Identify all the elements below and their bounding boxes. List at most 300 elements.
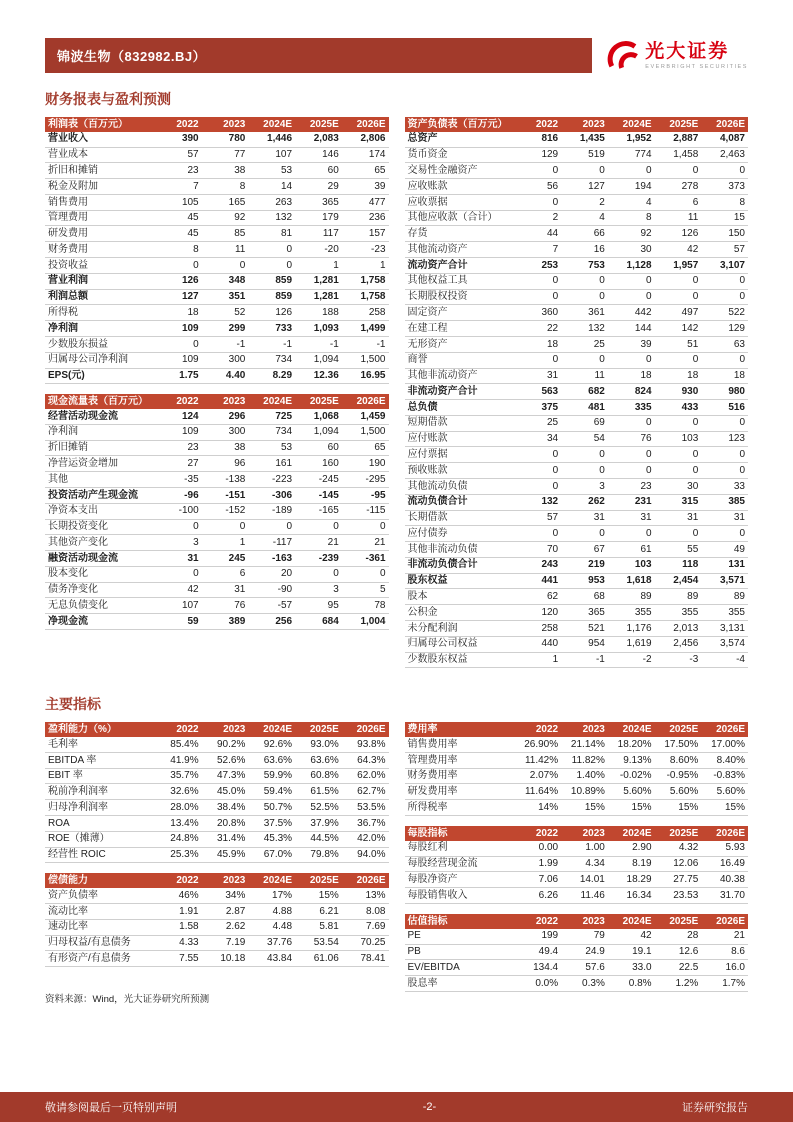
footer-disclaimer: 敬请参阅最后一页特别声明 bbox=[45, 1102, 177, 1114]
cell-value: 1,499 bbox=[360, 322, 386, 334]
row-label: 所得税率 bbox=[407, 801, 448, 813]
cell-value: 15% bbox=[318, 889, 339, 901]
column-header: 2026E bbox=[701, 722, 748, 737]
cell-value: 953 bbox=[588, 575, 605, 587]
cell-value: 37.76 bbox=[267, 937, 293, 949]
table-title: 盈利能力（%） bbox=[45, 722, 155, 737]
cell-value: 433 bbox=[681, 401, 699, 413]
cell-value: 1 bbox=[333, 259, 339, 271]
table-title: 现金流量表（百万元） bbox=[45, 394, 155, 409]
cell-value: 161 bbox=[275, 458, 293, 469]
cell-value: 0 bbox=[193, 338, 199, 350]
column-header: 2023 bbox=[202, 873, 249, 888]
row-label: 总资产 bbox=[407, 133, 438, 145]
cell-value: 89 bbox=[687, 591, 699, 603]
cell-value: 300 bbox=[228, 426, 246, 438]
cell-value: 53 bbox=[280, 164, 293, 176]
row-label: 归属母公司净利润 bbox=[48, 354, 128, 366]
cell-value: 23.53 bbox=[673, 889, 699, 901]
cell-value: 4.88 bbox=[272, 905, 293, 917]
cell-value: 780 bbox=[228, 133, 246, 145]
row-label: PB bbox=[407, 946, 421, 958]
cell-value: 13.4% bbox=[170, 817, 199, 829]
row-label: 少数股东损益 bbox=[48, 338, 108, 350]
cell-value: 24.9 bbox=[585, 946, 605, 958]
cell-value: 52.5% bbox=[310, 801, 339, 813]
row-label: 应付账款 bbox=[407, 433, 448, 445]
cell-value: 15% bbox=[631, 801, 652, 813]
cell-value: 8.29 bbox=[272, 370, 293, 382]
row-label: 利润总额 bbox=[48, 291, 88, 303]
cell-value: 14.01 bbox=[579, 873, 605, 885]
cell-value: -1 bbox=[376, 338, 386, 350]
cell-value: 40.38 bbox=[719, 873, 745, 885]
cell-value: 31 bbox=[187, 552, 199, 564]
cell-value: 442 bbox=[634, 306, 652, 318]
table-row bbox=[405, 526, 749, 542]
table-row bbox=[405, 147, 749, 163]
cell-value: 9.13% bbox=[623, 754, 652, 766]
table-row bbox=[405, 289, 749, 305]
table-row bbox=[405, 352, 749, 368]
cell-value: -117 bbox=[272, 536, 293, 548]
cell-value: 8.6 bbox=[731, 946, 745, 958]
cell-value: 0 bbox=[552, 480, 559, 492]
per-share-table bbox=[405, 826, 749, 904]
cell-value: 53 bbox=[280, 442, 293, 454]
cell-value: 92 bbox=[234, 212, 246, 224]
row-label: 经营性 ROIC bbox=[48, 849, 106, 861]
cell-value: 390 bbox=[181, 133, 199, 145]
cell-value: 258 bbox=[368, 306, 386, 318]
table-row bbox=[405, 478, 749, 494]
cell-value: 0.00 bbox=[538, 842, 559, 854]
row-label: 每股销售收入 bbox=[407, 889, 468, 901]
cell-value: 1,128 bbox=[626, 259, 652, 271]
cell-value: 1,458 bbox=[673, 149, 699, 161]
cell-value: 34% bbox=[225, 889, 246, 901]
cell-value: 21 bbox=[374, 536, 386, 548]
cell-value: 54 bbox=[593, 433, 605, 445]
cell-value: 440 bbox=[541, 638, 559, 650]
row-label: 销售费用 bbox=[48, 196, 88, 208]
cell-value: 231 bbox=[634, 496, 652, 508]
cell-value: 3 bbox=[333, 584, 339, 596]
cell-value: 33.0 bbox=[632, 961, 652, 973]
stock-title-bar bbox=[45, 38, 592, 73]
cell-value: 92.6% bbox=[263, 738, 293, 750]
cell-value: 123 bbox=[728, 433, 745, 445]
cell-value: 0 bbox=[552, 464, 559, 476]
table-row bbox=[405, 210, 749, 226]
section-title-indicators: 主要指标 bbox=[45, 696, 101, 713]
table-row bbox=[405, 589, 749, 605]
row-label: 股本 bbox=[407, 591, 428, 603]
cell-value: 481 bbox=[588, 401, 605, 413]
cell-value: 57 bbox=[733, 243, 745, 255]
table-header-row bbox=[405, 722, 749, 737]
cell-value: -100 bbox=[178, 505, 199, 517]
row-label: EPS(元) bbox=[48, 370, 85, 382]
cell-value: 1.40% bbox=[576, 770, 605, 782]
cell-value: 28 bbox=[687, 930, 699, 942]
cell-value: 199 bbox=[541, 930, 559, 942]
cell-value: 859 bbox=[275, 275, 293, 287]
table-header-row bbox=[405, 826, 749, 841]
cell-value: 33 bbox=[733, 480, 745, 492]
cell-value: 10.89% bbox=[570, 786, 605, 798]
cell-value: 63.6% bbox=[310, 754, 339, 766]
cell-value: 0 bbox=[599, 354, 605, 366]
column-header: 2025E bbox=[295, 873, 342, 888]
cell-value: 0 bbox=[646, 527, 652, 539]
cell-value: 0 bbox=[646, 291, 652, 303]
cell-value: 262 bbox=[588, 496, 605, 508]
cell-value: 70.25 bbox=[360, 937, 386, 949]
cell-value: 23 bbox=[187, 164, 199, 176]
table-row bbox=[405, 872, 749, 888]
cell-value: 8.40% bbox=[716, 754, 745, 766]
cell-value: 1.91 bbox=[179, 905, 199, 917]
cell-value: 516 bbox=[728, 401, 745, 413]
table-row bbox=[45, 194, 389, 210]
cell-value: -189 bbox=[272, 505, 293, 517]
table-row bbox=[45, 903, 389, 919]
table-row bbox=[405, 415, 749, 431]
cell-value: 0 bbox=[646, 464, 652, 476]
cell-value: 17.50% bbox=[664, 738, 699, 750]
cell-value: 57 bbox=[187, 149, 199, 161]
cell-value: 1,176 bbox=[626, 622, 652, 634]
cell-value: 1,094 bbox=[313, 354, 339, 366]
cell-value: 59.9% bbox=[263, 770, 293, 782]
cell-value: 0 bbox=[692, 417, 699, 429]
cell-value: 4,087 bbox=[719, 133, 745, 145]
cell-value: 65 bbox=[374, 442, 386, 454]
cell-value: 315 bbox=[681, 496, 699, 508]
cell-value: 0 bbox=[193, 568, 199, 580]
column-header: 2023 bbox=[561, 722, 608, 737]
cell-value: 42 bbox=[687, 243, 699, 255]
table-row bbox=[45, 598, 389, 614]
cell-value: 734 bbox=[275, 354, 293, 366]
cell-value: 194 bbox=[634, 180, 652, 192]
row-label: 净现金流 bbox=[48, 615, 88, 627]
row-label: 净利润 bbox=[48, 322, 78, 334]
row-label: 少数股东权益 bbox=[407, 654, 468, 666]
column-header: 2024E bbox=[608, 914, 655, 929]
cell-value: 103 bbox=[634, 559, 652, 571]
table-row bbox=[45, 456, 389, 472]
cell-value: 258 bbox=[541, 622, 559, 634]
income-statement-table bbox=[45, 117, 389, 384]
cell-value: 1,957 bbox=[673, 259, 699, 271]
cell-value: 980 bbox=[728, 385, 745, 397]
row-label: 固定资产 bbox=[407, 306, 448, 318]
row-label: 总负债 bbox=[407, 401, 438, 413]
cell-value: 18 bbox=[547, 338, 559, 350]
row-label: 非流动负债合计 bbox=[407, 559, 478, 571]
cell-value: 0 bbox=[646, 275, 652, 287]
cell-value: 35.7% bbox=[170, 770, 199, 782]
cell-value: 3,131 bbox=[719, 622, 745, 634]
row-label: 归母净利润率 bbox=[48, 801, 108, 813]
cell-value: 4.32 bbox=[678, 842, 699, 854]
table-header-row bbox=[45, 873, 389, 888]
table-row bbox=[405, 368, 749, 384]
cell-value: 16.95 bbox=[360, 370, 386, 382]
cell-value: 373 bbox=[728, 180, 745, 192]
cell-value: 1,004 bbox=[360, 615, 386, 627]
cell-value: 0 bbox=[739, 164, 745, 176]
row-label: 公积金 bbox=[407, 606, 438, 618]
valuation-table bbox=[405, 914, 749, 992]
cell-value: 2 bbox=[552, 212, 559, 224]
table-row bbox=[405, 557, 749, 573]
table-row bbox=[405, 305, 749, 321]
cell-value: 60 bbox=[327, 164, 339, 176]
row-label: 销售费用率 bbox=[407, 738, 458, 750]
cell-value: 0.3% bbox=[582, 977, 605, 989]
cell-value: 109 bbox=[181, 322, 199, 334]
cell-value: 365 bbox=[588, 606, 605, 618]
cashflow-statement-table bbox=[45, 394, 389, 630]
cell-value: 4 bbox=[646, 196, 652, 208]
cell-value: 45 bbox=[187, 212, 199, 224]
cell-value: 0 bbox=[646, 354, 652, 366]
table-row bbox=[45, 800, 389, 816]
cell-value: 0 bbox=[599, 449, 605, 460]
table-row bbox=[45, 368, 389, 384]
cell-value: 38.4% bbox=[216, 801, 246, 813]
cell-value: 859 bbox=[275, 291, 293, 303]
table-row bbox=[405, 179, 749, 195]
cell-value: 49 bbox=[733, 543, 745, 555]
column-header: 2023 bbox=[202, 117, 249, 132]
table-row bbox=[405, 976, 749, 992]
cell-value: -295 bbox=[365, 473, 386, 485]
cell-value: 278 bbox=[681, 180, 699, 192]
cell-value: 0 bbox=[193, 521, 199, 533]
table-row bbox=[45, 737, 389, 752]
table-row bbox=[45, 409, 389, 424]
cell-value: 1.99 bbox=[538, 858, 559, 870]
cell-value: 8.19 bbox=[632, 858, 652, 870]
cell-value: 954 bbox=[588, 638, 605, 650]
cell-value: 124 bbox=[181, 410, 199, 422]
table-row bbox=[405, 542, 749, 558]
cell-value: 1.2% bbox=[675, 977, 699, 989]
table-row bbox=[45, 242, 389, 258]
table-row bbox=[45, 951, 389, 967]
cell-value: 299 bbox=[228, 322, 246, 334]
cell-value: 243 bbox=[541, 559, 559, 571]
cell-value: 129 bbox=[728, 322, 745, 334]
cell-value: 497 bbox=[681, 306, 699, 318]
row-label: 其他流动负债 bbox=[407, 480, 468, 492]
cell-value: 50.7% bbox=[263, 801, 293, 813]
column-header: 2022 bbox=[155, 394, 202, 409]
row-label: 净资本支出 bbox=[48, 505, 98, 517]
cell-value: 0.0% bbox=[535, 977, 559, 989]
table-row bbox=[405, 447, 749, 463]
cell-value: 109 bbox=[181, 354, 199, 366]
cell-value: 85 bbox=[234, 228, 246, 240]
row-label: 存货 bbox=[407, 228, 428, 240]
cell-value: -165 bbox=[318, 505, 339, 517]
cell-value: 3,574 bbox=[719, 638, 745, 650]
cell-value: 0 bbox=[739, 275, 745, 287]
row-label: 财务费用 bbox=[48, 243, 88, 255]
cell-value: 127 bbox=[181, 291, 199, 303]
cell-value: 0 bbox=[599, 527, 605, 539]
column-header: 2025E bbox=[295, 117, 342, 132]
cell-value: 41.9% bbox=[170, 754, 199, 766]
table-header-row bbox=[45, 117, 389, 132]
cell-value: 19.1 bbox=[632, 946, 652, 958]
cell-value: 27 bbox=[187, 458, 199, 469]
cell-value: 21 bbox=[327, 536, 339, 548]
cell-value: 126 bbox=[181, 275, 199, 287]
cell-value: 39 bbox=[640, 338, 652, 350]
financial-right-column bbox=[405, 117, 749, 678]
cell-value: 0 bbox=[692, 464, 699, 476]
cell-value: 120 bbox=[541, 606, 559, 618]
brand-name: 光大证券 bbox=[645, 40, 730, 62]
cell-value: 0 bbox=[552, 275, 559, 287]
cell-value: 4.40 bbox=[225, 370, 246, 382]
table-row bbox=[45, 816, 389, 832]
cell-value: 16 bbox=[593, 243, 605, 255]
cell-value: 8.60% bbox=[669, 754, 699, 766]
cell-value: 157 bbox=[368, 228, 386, 240]
cell-value: 59.4% bbox=[263, 786, 293, 798]
cell-value: 44.5% bbox=[310, 833, 339, 845]
cell-value: 29 bbox=[327, 180, 339, 192]
cell-value: 132 bbox=[541, 496, 559, 508]
column-header: 2026E bbox=[342, 722, 389, 737]
cell-value: 61 bbox=[640, 543, 652, 555]
financial-tables-grid bbox=[45, 117, 748, 678]
row-label: 归母权益/有息债务 bbox=[48, 937, 131, 949]
cell-value: 16.0 bbox=[725, 961, 745, 973]
cell-value: 126 bbox=[275, 306, 293, 318]
cell-value: 174 bbox=[368, 149, 386, 161]
cell-value: -239 bbox=[318, 552, 339, 564]
cell-value: 42.0% bbox=[357, 833, 386, 845]
cell-value: 0.8% bbox=[628, 977, 652, 989]
table-row bbox=[405, 494, 749, 510]
cell-value: 188 bbox=[322, 306, 339, 318]
table-header-row bbox=[45, 722, 389, 737]
cell-value: 51 bbox=[687, 338, 699, 350]
table-row bbox=[405, 163, 749, 179]
cell-value: 53.54 bbox=[313, 937, 339, 949]
cell-value: 2,463 bbox=[719, 149, 745, 161]
row-label: 每股红利 bbox=[407, 842, 448, 854]
cell-value: 522 bbox=[728, 306, 745, 318]
table-row bbox=[45, 847, 389, 863]
table-row bbox=[45, 535, 389, 551]
table-row bbox=[405, 258, 749, 274]
cell-value: 2 bbox=[599, 196, 605, 208]
cell-value: 31.70 bbox=[719, 889, 745, 901]
row-label: EBITDA 率 bbox=[48, 754, 97, 766]
cell-value: 1 bbox=[552, 654, 559, 666]
cell-value: 107 bbox=[275, 149, 293, 161]
row-label: 营业利润 bbox=[48, 275, 88, 287]
column-header: 2025E bbox=[655, 914, 702, 929]
cell-value: 0 bbox=[692, 449, 699, 460]
column-header: 2024E bbox=[248, 117, 295, 132]
row-label: 长期投资变化 bbox=[48, 521, 108, 533]
column-header: 2023 bbox=[561, 826, 608, 841]
row-label: 其他应收款（合计） bbox=[407, 212, 498, 224]
cell-value: 134.4 bbox=[533, 961, 559, 973]
table-row bbox=[45, 888, 389, 903]
table-title: 利润表（百万元） bbox=[45, 117, 155, 132]
cell-value: 22.5 bbox=[678, 961, 699, 973]
cell-value: 126 bbox=[681, 228, 699, 240]
cell-value: 96 bbox=[234, 458, 246, 469]
cell-value: 12.6 bbox=[678, 946, 699, 958]
row-label: ROE（摊薄） bbox=[48, 833, 110, 845]
financial-left-column bbox=[45, 117, 389, 640]
cell-value: 1.7% bbox=[722, 977, 745, 989]
cell-value: 165 bbox=[228, 196, 246, 208]
cell-value: 375 bbox=[541, 401, 559, 413]
cell-value: 2,887 bbox=[673, 133, 699, 145]
table-row bbox=[45, 614, 389, 630]
table-row bbox=[405, 336, 749, 352]
cell-value: 7 bbox=[193, 180, 199, 192]
cell-value: -23 bbox=[371, 243, 386, 255]
table-row bbox=[405, 573, 749, 589]
cell-value: 42 bbox=[640, 930, 652, 942]
table-row bbox=[45, 487, 389, 503]
column-header: 2022 bbox=[155, 117, 202, 132]
row-label: 货币资金 bbox=[407, 149, 448, 161]
row-label: EV/EBITDA bbox=[407, 961, 460, 973]
cell-value: -20 bbox=[324, 243, 339, 255]
cell-value: 103 bbox=[681, 433, 699, 445]
cell-value: 25 bbox=[547, 417, 559, 429]
cell-value: 94.0% bbox=[357, 849, 386, 861]
cell-value: -0.83% bbox=[713, 770, 745, 782]
table-row bbox=[45, 424, 389, 440]
cell-value: 7.69 bbox=[366, 921, 386, 933]
cell-value: -138 bbox=[225, 473, 246, 485]
cell-value: -90 bbox=[277, 584, 293, 596]
cell-value: 0 bbox=[739, 449, 745, 460]
cell-value: 1,500 bbox=[360, 426, 386, 438]
cell-value: 105 bbox=[181, 196, 199, 208]
cell-value: 2,454 bbox=[673, 575, 699, 587]
cell-value: 7.55 bbox=[179, 952, 199, 964]
cell-value: -1 bbox=[329, 338, 339, 350]
cell-value: -306 bbox=[272, 489, 293, 501]
cell-value: 16.34 bbox=[626, 889, 652, 901]
cell-value: 7.19 bbox=[225, 937, 246, 949]
indicator-tables-grid bbox=[45, 722, 748, 1005]
cell-value: 355 bbox=[681, 606, 699, 618]
table-row bbox=[45, 935, 389, 951]
cell-value: 132 bbox=[275, 212, 293, 224]
row-label: 其他权益工具 bbox=[407, 275, 468, 287]
cell-value: 2,083 bbox=[313, 133, 339, 145]
cell-value: 1,952 bbox=[626, 133, 652, 145]
cell-value: 361 bbox=[588, 306, 605, 318]
